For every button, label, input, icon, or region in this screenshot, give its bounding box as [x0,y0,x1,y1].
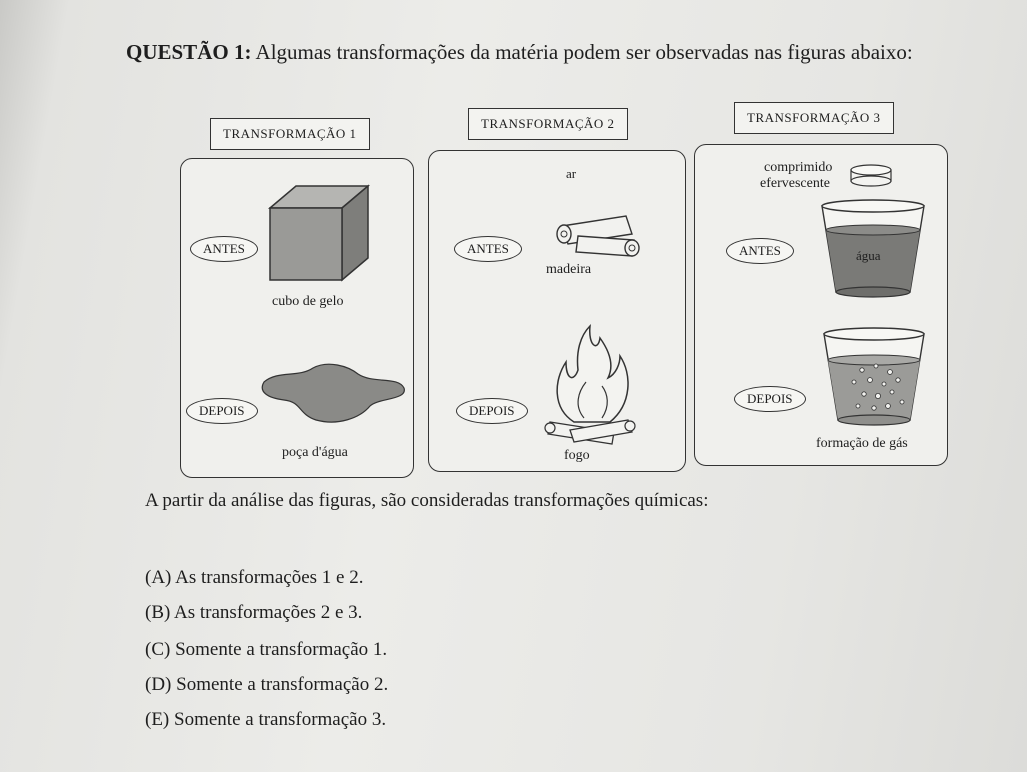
panel-1-before-caption: cubo de gelo [272,294,344,309]
panel-3-before-tag: ANTES [726,238,794,264]
water-puddle-shape [262,364,404,422]
ice-cube-front [270,208,342,280]
option-c-letter: (C) [145,639,171,660]
panel-1-before-tag: ANTES [190,236,258,262]
panel-2-after-caption: fogo [564,448,590,463]
wood-log-back-end [557,225,571,243]
panel-2-before-caption: madeira [546,262,592,277]
panel-2-title: TRANSFORMAÇÃO 2 [468,108,628,140]
question-prompt: A partir da análise das figuras, são consideradas transformações químicas: [145,490,709,511]
option-b[interactable] [145,602,362,624]
option-c-text: Somente a transformação 1. [175,639,388,660]
panel-1-title: TRANSFORMAÇÃO 1 [210,118,370,150]
fire-figure [544,322,636,446]
option-d-letter: (D) [145,674,172,695]
panel-3-title: TRANSFORMAÇÃO 3 [734,102,894,134]
panel-2-top-caption: ar [566,166,577,181]
option-c[interactable] [145,639,387,661]
panel-3-after-caption: formação de gás [816,436,908,451]
panel-1-after-tag: DEPOIS [186,398,258,424]
question-number: QUESTÃO 1: [126,40,252,64]
option-d[interactable] [145,674,388,696]
option-e-letter: (E) [145,709,170,730]
panel-3-after-tag: DEPOIS [734,386,806,412]
panel-3-top-caption-line2: efervescente [760,176,830,191]
glass-bubbly-water-fill [828,360,920,420]
effervescent-tablet-icon [848,162,894,188]
question-title [126,40,913,65]
panel-3-top-caption-line1: comprimido [764,160,833,175]
option-e-text: Somente a transformação 3. [174,709,387,730]
ice-cube-figure [264,182,376,284]
panel-2-after-tag: DEPOIS [456,398,528,424]
wood-log-front-end [625,240,639,256]
fire-flames [557,326,628,422]
option-a-letter: (A) [145,567,172,588]
option-a[interactable] [145,567,363,589]
panel-2-before-tag: ANTES [454,236,522,262]
question-text: Algumas transformações da matéria podem ser observadas nas figuras abaixo: [255,40,913,64]
option-a-text: As transformações 1 e 2. [175,567,364,588]
option-b-text: As transformações 2 e 3. [174,602,363,623]
panel-1-after-caption: poça d'água [282,445,348,460]
option-d-text: Somente a transformação 2. [176,674,389,695]
option-b-letter: (B) [145,602,171,623]
glass-with-bubbles-figure [818,322,930,430]
water-puddle-figure [258,360,408,430]
panel-3-before-caption: água [856,248,881,263]
option-e[interactable] [145,709,386,731]
wood-logs-figure [548,212,644,260]
